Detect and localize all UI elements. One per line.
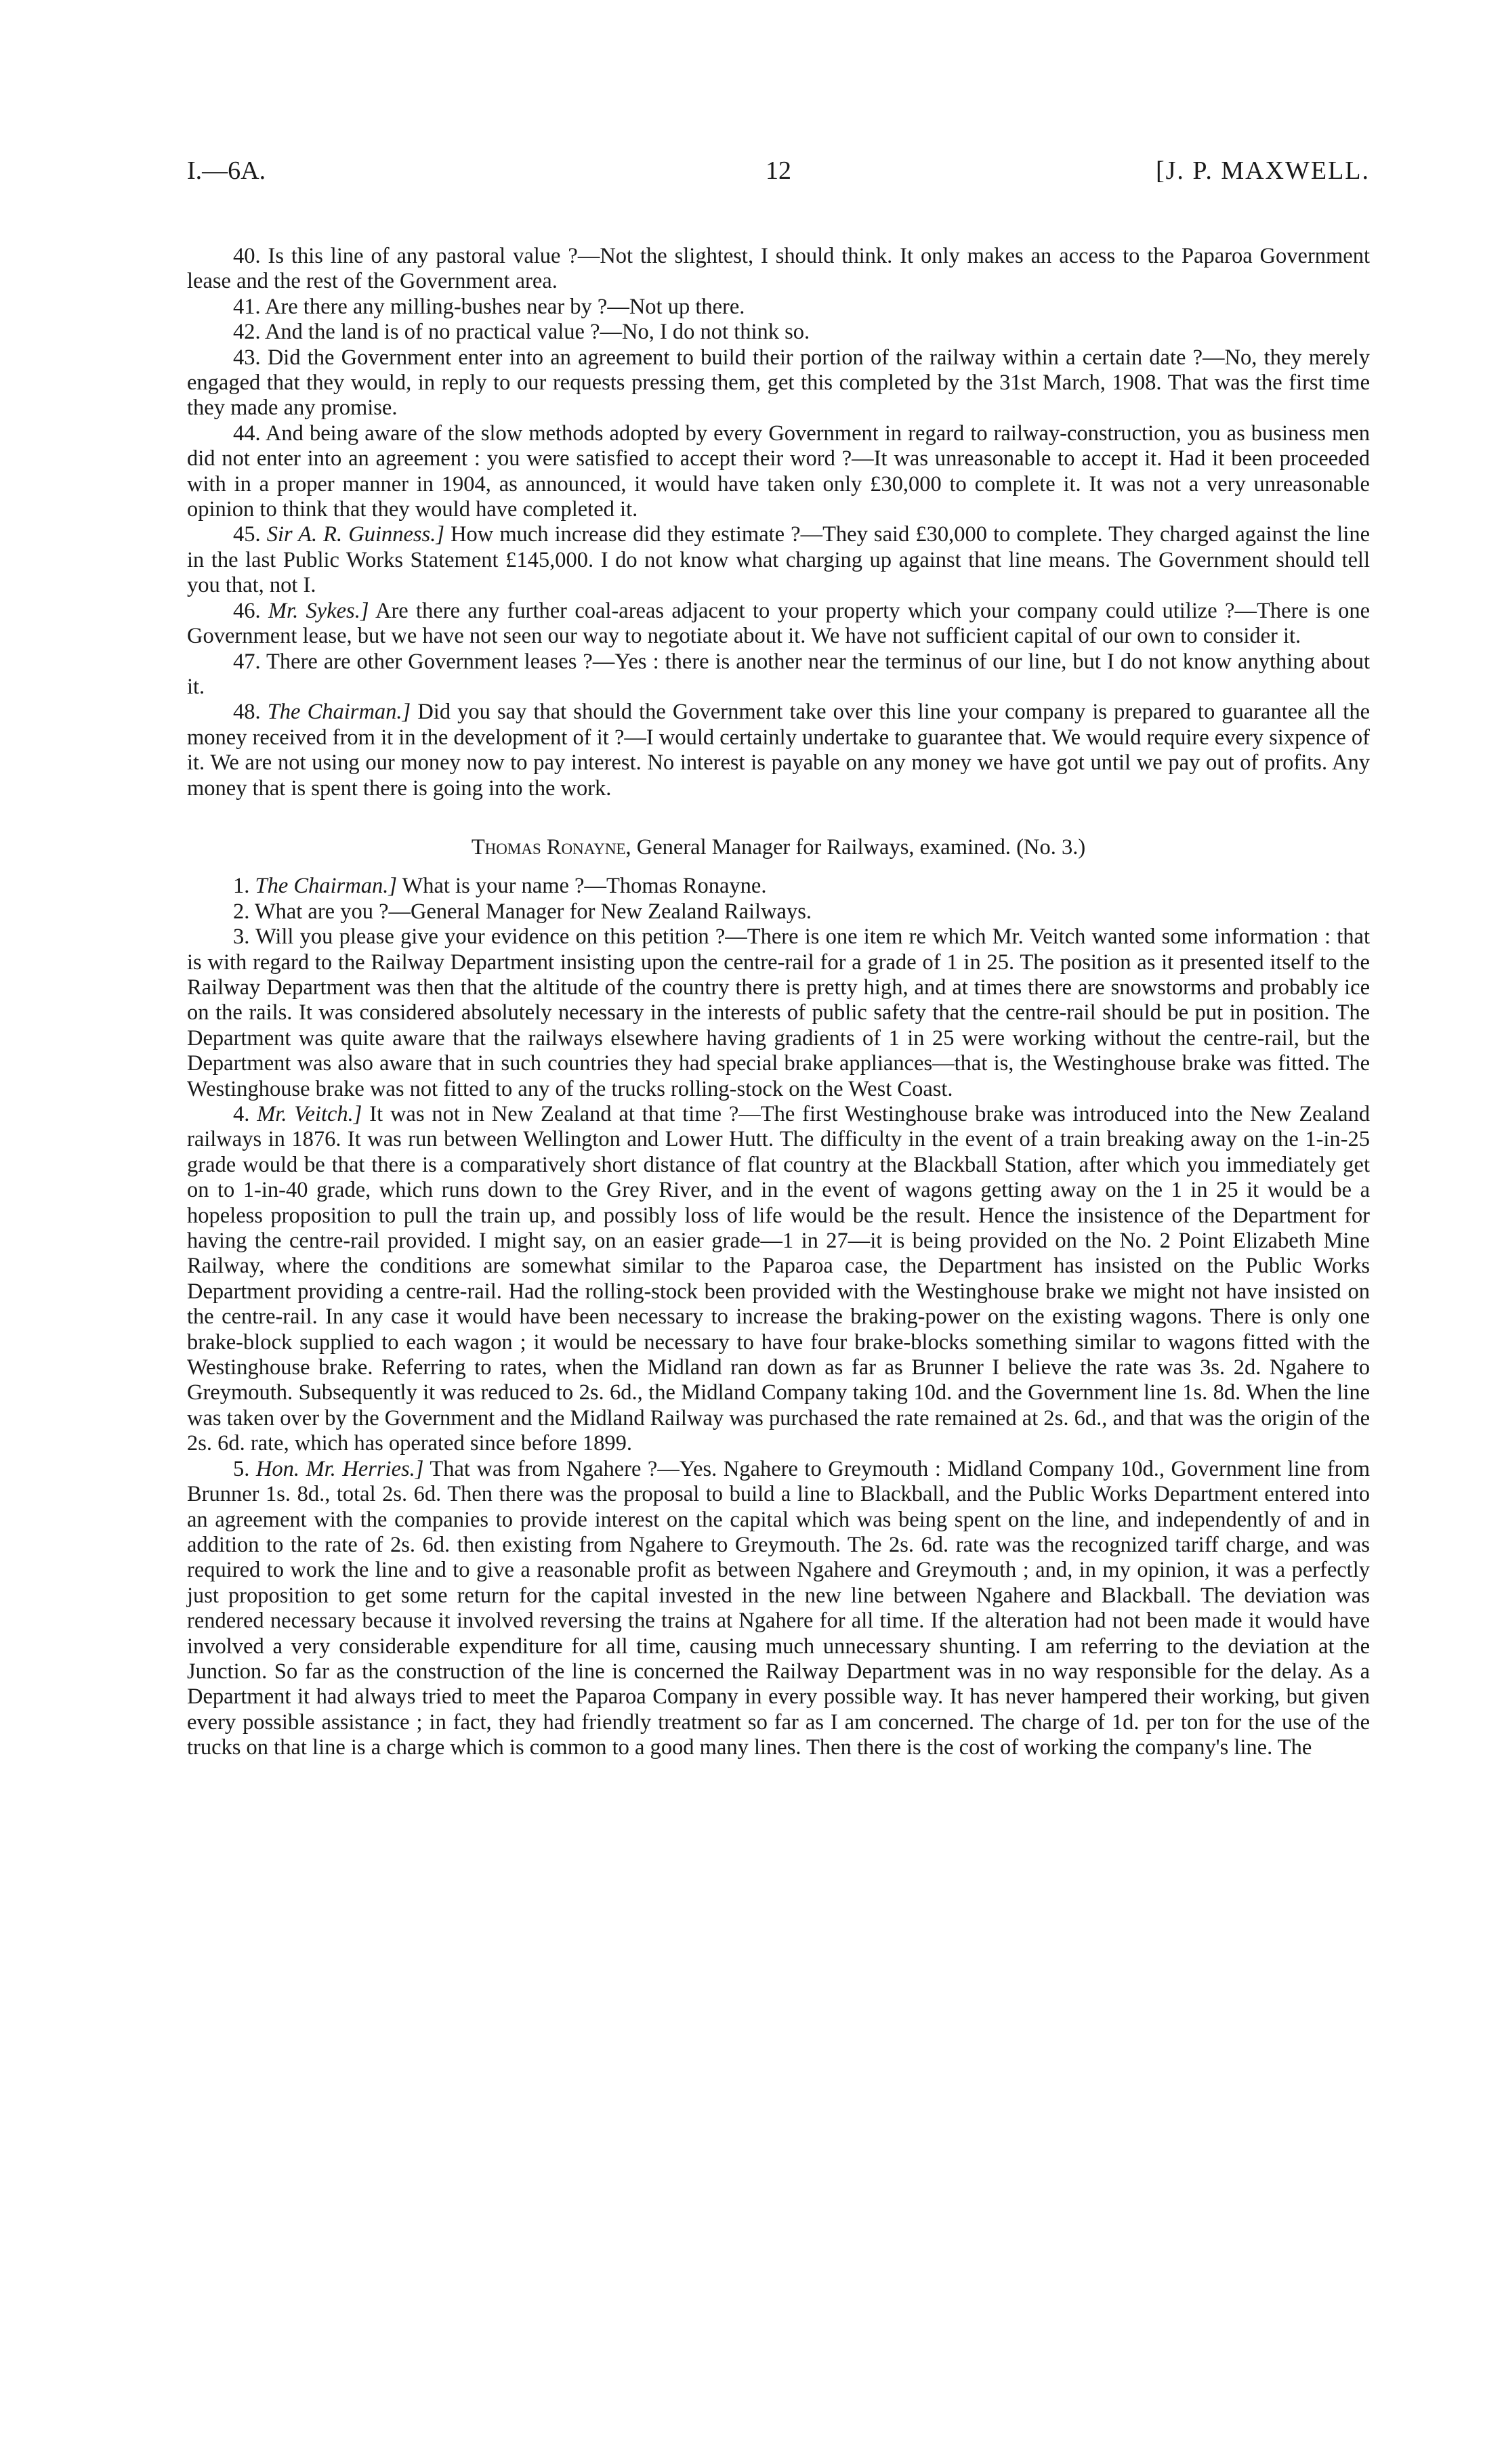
paragraph-text: 40. Is this line of any pastoral value ?—Not the slightest, I should think. It only makes an access to the Paparoa Government lease and the rest of the Government area. (187, 244, 1370, 294)
testimony-part-1 (187, 244, 1370, 801)
paragraph-text: That was from Ngahere ?—Yes. Ngahere to Greymouth : Midland Company 10d., Government line from Brunner 1s. 8d., total 2s. 6d. Then there was the proposal to build a line to Blackball, and the Public Works Department entered into an agreement with the companies to provide interest on the capital which was being spent on the line, and independently of and in addition to the rate of 2s. 6d. then existing from Ngahere to Greymouth. The 2s. 6d. rate was the recognized tariff charge, and was required to work the line and to give a reasonable profit as between Ngahere and Greymouth ; and, in my opinion, it was a perfectly just proposition to get some return for the capital invested in the new line between Ngahere and Blackball. The deviation was rendered necessary because it involved reversing the trains at Ngahere for all time. If the alteration had not been made it would have involved a very considerable expenditure for all time, causing much unnecessary shunting. I am referring to the deviation at the Junction. So far as the construction of the line is concerned the Railway Department was in no way responsible for the delay. As a Department it had always tried to meet the Paparoa Company in every possible way. It has never hampered their working, but given every possible assistance ; in fact, they had friendly treatment so far as I am concerned. The charge of 1d. per ton for the use of the trucks on that line is a charge which is common to a good many lines. Then there is the cost of working the company's line. The (187, 1456, 1370, 1760)
document-code: I.—6A. (187, 156, 266, 185)
testimony-paragraph (187, 925, 1370, 1102)
speaker-name: The Chairman.] (255, 874, 397, 899)
question-number: 45. (233, 522, 261, 547)
speaker-name: Mr. Sykes.] (268, 598, 369, 623)
question-number: 4. (233, 1102, 250, 1126)
testimony-paragraph (187, 421, 1370, 523)
testimony-paragraph (187, 522, 1370, 598)
witness-heading-rest: , General Manager for Railways, examined. (No. 3.) (625, 834, 1086, 859)
testimony-paragraph (187, 1457, 1370, 1761)
paragraph-text: Did you say that should the Government take over this line your company is prepared to guarantee all the money received from it in the development of it ?—I would certainly undertake to guarantee that. We would require every sixpence of it. We are not using our money now to pay interest. No interest is payable on any money we have got until we pay out of profits. Any money that is spent there is going into the work. (187, 700, 1371, 801)
question-number: 48. (233, 700, 261, 725)
testimony-paragraph (187, 1102, 1370, 1457)
question-number: 1. (233, 874, 250, 899)
document-body (187, 244, 1370, 1761)
speaker-name: Hon. Mr. Herries.] (255, 1456, 424, 1481)
document-page (187, 156, 1370, 1761)
testimony-part-2 (187, 874, 1370, 1760)
speaker-name: The Chairman.] (267, 700, 411, 725)
testimony-paragraph (187, 650, 1370, 700)
paragraph-text: What is your name ?—Thomas Ronayne. (402, 874, 767, 899)
paragraph-text: 3. Will you please give your evidence on this petition ?—There is one item re which Mr. Veitch wanted some information : that is with regard to the Railway Department insisting upon the centre-rail for a grade of 1 in 25. The position as it presented itself to the Railway Department was then that the altitude of the country there is pretty high, and at times there are snowstorms and probably ice on the rails. It was considered absolutely necessary in the interests of public safety that the centre-rail should be put in position. The Department was quite aware that the railways elsewhere having gradients of 1 in 25 were working without the centre-rail, but the Department was also aware that in such countries they had special brake appliances—that is, the Westinghouse brake was fitted. The Westinghouse brake was not fitted to any of the trucks rolling-stock on the West Coast. (187, 925, 1370, 1101)
testimony-paragraph (187, 345, 1370, 421)
speaker-name: Sir A. R. Guinness.] (266, 522, 444, 547)
paragraph-text: 47. There are other Government leases ?—Yes : there is another near the terminus of our line, but I do not know anything about it. (187, 649, 1370, 699)
testimony-paragraph (187, 295, 1370, 320)
testimony-paragraph (187, 599, 1370, 650)
paragraph-text: 43. Did the Government enter into an agreement to build their portion of the railway within a certain date ?—No, they merely engaged that they would, in reply to our requests pressing them, get this completed by the 31st March, 1908. That was the first time they made any promise. (187, 345, 1370, 421)
paragraph-text: 41. Are there any milling-bushes near by ?—Not up there. (233, 294, 745, 319)
testimony-paragraph (187, 320, 1370, 345)
testimony-paragraph (187, 874, 1370, 899)
question-number: 5. (233, 1456, 250, 1481)
paragraph-text: Are there any further coal-areas adjacent to your property which your company could utilize ?—There is one Government lease, but we have not seen our way to negotiate about it. We have not sufficient capital of our own to consider it. (187, 598, 1370, 649)
paragraph-text: How much increase did they estimate ?—They said £30,000 to complete. They charged against the line in the last Public Works Statement £145,000. I do not know what charging up against that line means. The Government should tell you that, not I. (187, 522, 1370, 598)
witness-heading (187, 835, 1370, 860)
paragraph-text: 2. What are you ?—General Manager for New Zealand Railways. (233, 899, 812, 924)
testimony-paragraph (187, 899, 1370, 925)
paragraph-text: It was not in New Zealand at that time ?—The first Westinghouse brake was introduced into the New Zealand railways in 1876. It was run between Wellington and Lower Hutt. The difficulty in the event of a train breaking away on the 1-in-25 grade would be that there is a comparatively short distance of flat country at the Blackball Station, after which you immediately get on to 1-in-40 grade, which runs down to the Grey River, and in the event of wagons getting away on the 1 in 25 it would be a hopeless proposition to pull the train up, and possibly loss of life would be the result. Hence the insistence of the Department for having the centre-rail provided. I might say, on an easier grade—1 in 27—it is being provided on the No. 2 Point Elizabeth Mine Railway, where the conditions are somewhat similar to the Paparoa case, the Department has insisted on the Public Works Department providing a centre-rail. Had the rolling-stock been provided with the Westinghouse brake we might not have insisted on the centre-rail. In any case it would have been necessary to increase the braking-power on the existing wagons. There is only one brake-block supplied to each wagon ; it would be necessary to have four brake-blocks something similar to wagons fitted with the Westinghouse brake. Referring to rates, when the Midland ran down as far as Brunner I believe the rate was 3s. 2d. Ngahere to Greymouth. Subsequently it was reduced to 2s. 6d., the Midland Company taking 10d. and the Government line 1s. 8d. When the line was taken over by the Government and the Midland Railway was purchased the rate remained at 2s. 6d., and that was the origin of the 2s. 6d. rate, which has operated since before 1899. (187, 1102, 1370, 1456)
page-number: 12 (766, 156, 791, 185)
paragraph-text: 42. And the land is of no practical value ?—No, I do not think so. (233, 320, 810, 345)
testimony-paragraph (187, 244, 1370, 295)
speaker-name: Mr. Veitch.] (257, 1102, 362, 1126)
witness-name: Thomas Ronayne (471, 834, 626, 859)
testimony-paragraph (187, 700, 1370, 801)
question-number: 46. (233, 598, 261, 623)
paragraph-text: 44. And being aware of the slow methods adopted by every Government in regard to railway-construction, you as business men did not enter into an agreement : you were satisfied to accept their word ?—It was unreasonable to accept it. Had it been proceeded with in a proper manner in 1904, as announced, it would have taken only £30,000 to complete it. It was not a very unreasonable opinion to think that they would have completed it. (187, 421, 1370, 522)
witness-name-header: [J. P. MAXWELL. (1155, 156, 1370, 185)
page-header (187, 156, 1370, 203)
